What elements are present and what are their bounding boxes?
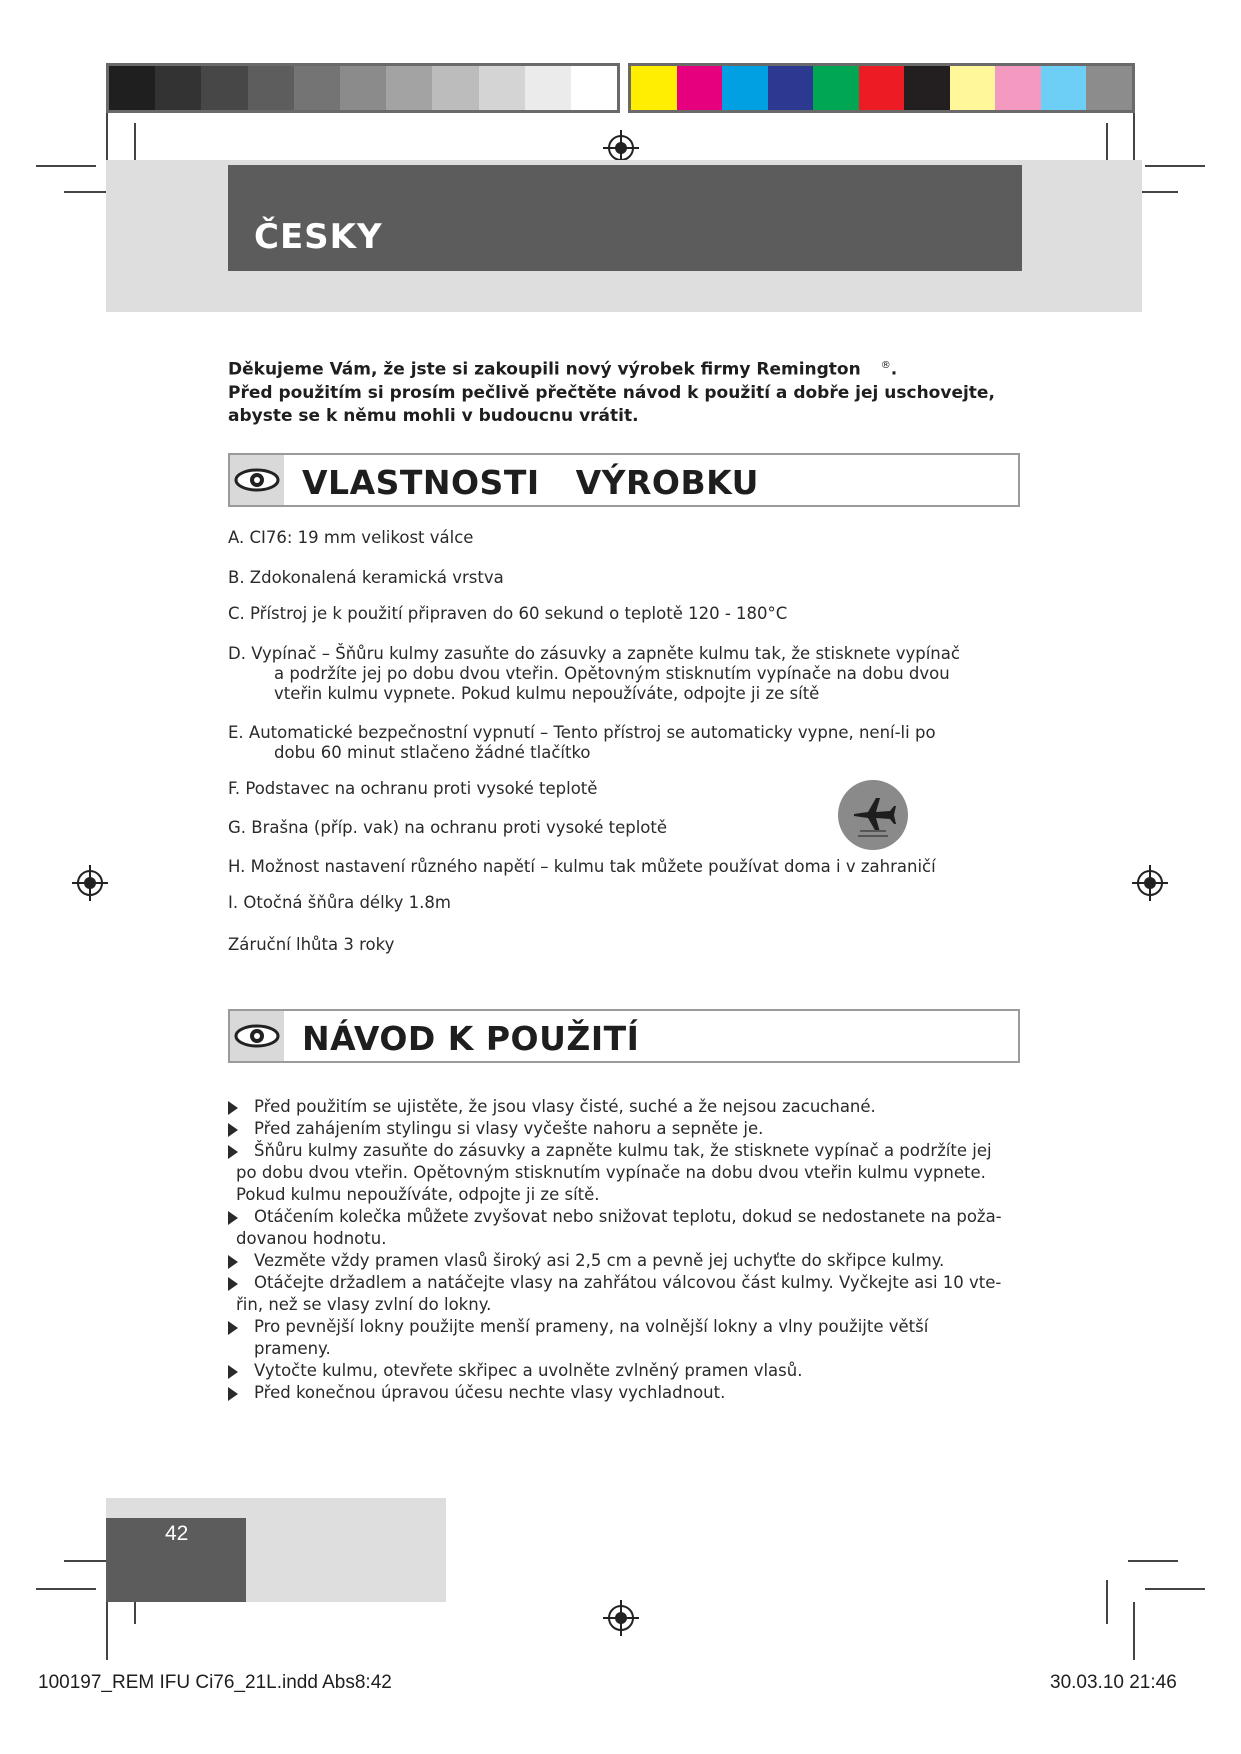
feature-line: a podržíte jej po dobu dvou vteřin. Opětovným stisknutím vypínače na dobu dvou (274, 664, 950, 683)
dual-voltage-badge (838, 780, 908, 850)
list-item-line: Vezměte vždy pramen vlasů široký asi 2,5 cm a pevně jej uchyťte do skřipce kulmy. (254, 1251, 945, 1270)
color-swatch (904, 66, 950, 110)
feature-item (228, 723, 988, 763)
bullet-arrow-icon (228, 1321, 238, 1335)
color-swatch (155, 66, 201, 110)
list-item (228, 1206, 1008, 1250)
features-heading (228, 453, 1020, 507)
bullet-arrow-icon (228, 1123, 238, 1137)
list-item-line: dovanou hodnotu. (236, 1229, 387, 1248)
intro-line-3: abyste se k němu mohli v budoucnu vrátit. (228, 405, 639, 426)
airplane-icon (838, 780, 908, 850)
registered-mark: ® (880, 360, 891, 371)
intro-line-1-end: . (890, 359, 898, 380)
list-item-line: Otáčejte držadlem a natáčejte vlasy na zahřátou válcovou část kulmy. Vyčkejte asi 10 vte- (254, 1273, 1002, 1292)
bullet-arrow-icon (228, 1145, 238, 1159)
feature-item (228, 857, 988, 877)
color-swatch (813, 66, 859, 110)
feature-item (228, 604, 988, 624)
list-item-line: Otáčením kolečka můžete zvyšovat nebo snižovat teplotu, dokud se nedostanete na poža- (254, 1207, 1002, 1226)
file-slug: 100197_REM IFU Ci76_21L.indd Abs8:42 (38, 1672, 392, 1693)
usage-title: NÁVOD K POUŽITÍ (302, 1019, 640, 1058)
list-item (228, 1382, 1008, 1404)
list-item (228, 1316, 1008, 1360)
color-swatch (677, 66, 723, 110)
color-swatch (1041, 66, 1087, 110)
feature-line: A. CI76: 19 mm velikost válce (228, 528, 474, 547)
feature-line: B. Zdokonalená keramická vrstva (228, 568, 504, 587)
bullet-arrow-icon (228, 1211, 238, 1225)
color-swatch (340, 66, 386, 110)
color-swatch (386, 66, 432, 110)
crop-mark (1133, 113, 1135, 165)
date-slug: 30.03.10 21:46 (1050, 1672, 1177, 1693)
color-swatch (950, 66, 996, 110)
crop-mark (1145, 165, 1205, 167)
color-swatch (201, 66, 247, 110)
feature-line: vteřin kulmu vypnete. Pokud kulmu nepoužíváte, odpojte ji ze sítě (274, 684, 820, 703)
eye-icon (230, 455, 284, 505)
list-item-line: Vytočte kulmu, otevřete skřipec a uvolněte zvlněný pramen vlasů. (254, 1361, 803, 1380)
color-swatch (995, 66, 1041, 110)
list-item-line: Šňůru kulmy zasuňte do zásuvky a zapněte kulmu tak, že stisknete vypínač a podržíte jej (254, 1141, 992, 1160)
color-swatch (432, 66, 478, 110)
feature-line: H. Možnost nastavení různého napětí – kulmu tak můžete používat doma i v zahraničí (228, 857, 936, 876)
crop-mark (1128, 1560, 1178, 1562)
list-item-line: Před konečnou úpravou účesu nechte vlasy vychladnout. (254, 1383, 726, 1402)
page-number: 42 (165, 1522, 189, 1545)
heading-icon-box (230, 455, 284, 505)
feature-line: F. Podstavec na ochranu proti vysoké teplotě (228, 779, 598, 798)
bullet-arrow-icon (228, 1101, 238, 1115)
color-swatch (859, 66, 905, 110)
process-color-bar (628, 63, 1135, 113)
color-swatch (109, 66, 155, 110)
feature-line: dobu 60 minut stlačeno žádné tlačítko (274, 743, 591, 762)
crop-mark (36, 1588, 96, 1590)
list-item (228, 1360, 1008, 1382)
list-item-line: Před použitím se ujistěte, že jsou vlasy čisté, suché a že nejsou zacuchané. (254, 1097, 876, 1116)
crop-mark (106, 113, 108, 165)
registration-mark-icon (70, 863, 110, 903)
usage-heading (228, 1009, 1020, 1063)
feature-item (228, 644, 988, 704)
registration-mark-icon (601, 1598, 641, 1638)
features-title: VLASTNOSTI VÝROBKU (302, 463, 759, 502)
crop-mark (1133, 1602, 1135, 1660)
feature-line: C. Přístroj je k použití připraven do 60 sekund o teplotě 120 - 180°C (228, 604, 788, 623)
feature-line: G. Brašna (příp. vak) na ochranu proti vysoké teplotě (228, 818, 668, 837)
heading-icon-box (230, 1011, 284, 1061)
color-swatch (294, 66, 340, 110)
eye-icon (230, 1011, 284, 1061)
color-swatch (479, 66, 525, 110)
color-swatch (571, 66, 617, 110)
usage-list (228, 1096, 1008, 1404)
feature-item (228, 935, 988, 955)
list-item-line: Pro pevnější lokny použijte menší prameny, na volnější lokny a vlny použijte větší prameny. (254, 1317, 929, 1358)
color-swatch (722, 66, 768, 110)
feature-item (228, 568, 988, 588)
color-swatch (525, 66, 571, 110)
feature-item (228, 893, 988, 913)
crop-mark (36, 165, 96, 167)
color-swatch (1086, 66, 1132, 110)
list-item-line: Pokud kulmu nepoužíváte, odpojte ji ze sítě. (236, 1185, 600, 1204)
feature-item (228, 528, 988, 548)
grayscale-color-bar (106, 63, 620, 113)
bullet-arrow-icon (228, 1255, 238, 1269)
crop-mark (1106, 1580, 1108, 1624)
crop-mark (1145, 1588, 1205, 1590)
color-swatch (631, 66, 677, 110)
color-swatch (768, 66, 814, 110)
page-title: ČESKY (254, 217, 383, 257)
list-item (228, 1272, 1008, 1316)
list-item (228, 1140, 1008, 1206)
list-item (228, 1250, 1008, 1272)
intro-line-1: Děkujeme Vám, že jste si zakoupili nový výrobek firmy Remington (228, 359, 861, 380)
bullet-arrow-icon (228, 1387, 238, 1401)
list-item-line: Před zahájením stylingu si vlasy vyčešte nahoru a sepněte je. (254, 1119, 764, 1138)
feature-line: Záruční lhůta 3 roky (228, 935, 395, 954)
intro-line-2: Před použitím si prosím pečlivě přečtěte návod k použití a dobře jej uschovejte, (228, 382, 995, 403)
list-item (228, 1096, 1008, 1118)
feature-line: E. Automatické bezpečnostní vypnutí – Tento přístroj se automaticky vypne, není-li po (228, 723, 936, 742)
list-item (228, 1118, 1008, 1140)
feature-line: I. Otočná šňůra délky 1.8m (228, 893, 451, 912)
list-item-line: po dobu dvou vteřin. Opětovným stisknutím vypínače na dobu dvou vteřin kulmu vypnete. (236, 1163, 986, 1182)
crop-mark (106, 1602, 108, 1660)
intro-text (228, 354, 1028, 428)
list-item-line: řin, než se vlasy zvlní do lokny. (236, 1295, 492, 1314)
bullet-arrow-icon (228, 1365, 238, 1379)
bullet-arrow-icon (228, 1277, 238, 1291)
feature-line: D. Vypínač – Šňůru kulmy zasuňte do zásuvky a zapněte kulmu tak, že stisknete vypínač (228, 644, 960, 663)
registration-mark-icon (1130, 863, 1170, 903)
color-swatch (248, 66, 294, 110)
